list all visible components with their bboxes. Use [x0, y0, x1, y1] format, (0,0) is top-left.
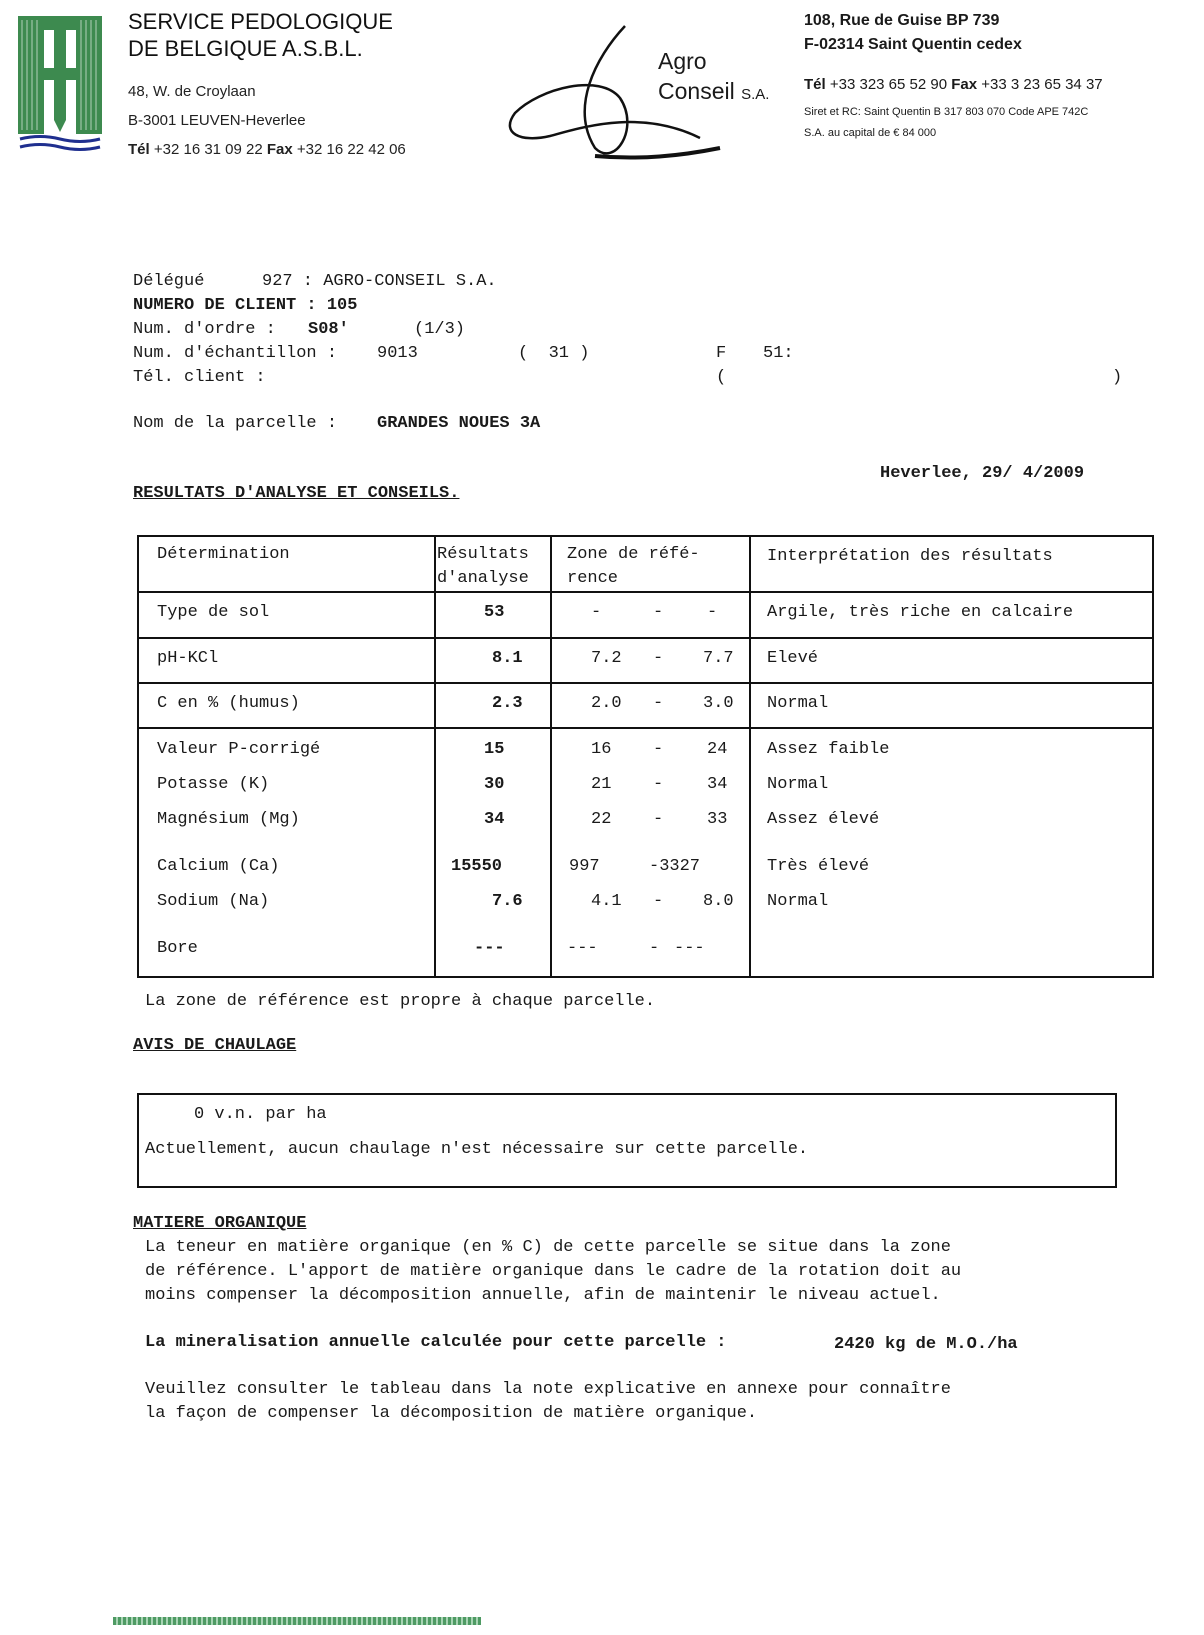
- report-date: Heverlee, 29/ 4/2009: [880, 464, 1085, 483]
- agro-address-1: 108, Rue de Guise BP 739: [804, 12, 1000, 29]
- row-carbon-res: 2.3: [492, 694, 523, 713]
- matiere-para2-line1: Veuillez consulter le tableau dans la note explicative en annexe pour connaître: [145, 1380, 951, 1399]
- row-phosphorus-zdash: -: [653, 740, 664, 759]
- row-type-sol-interp: Argile, très riche en calcaire: [767, 603, 1074, 622]
- echantillon-value: 9013: [377, 344, 418, 363]
- agro-logo-line1: Agro: [658, 48, 707, 74]
- parcelle-value: GRANDES NOUES 3A: [377, 414, 541, 433]
- agro-address-2: F-02314 Saint Quentin cedex: [804, 36, 1022, 53]
- row-bore-zdash: -: [649, 939, 660, 958]
- row-magnesium-det: Magnésium (Mg): [157, 810, 300, 829]
- row-potassium-interp: Normal: [767, 775, 829, 794]
- fax-value: +32 16 22 42 06: [296, 141, 406, 158]
- tel-value: +32 16 31 09 22: [153, 141, 263, 158]
- row-magnesium-interp: Assez élevé: [767, 810, 880, 829]
- matiere-para1-line3: moins compenser la décomposition annuelle, afin de maintenir le niveau actuel.: [145, 1286, 941, 1305]
- delegue-value: 927 : AGRO-CONSEIL S.A.: [262, 272, 497, 291]
- chaulage-box: [137, 1093, 1117, 1188]
- row-type-sol-zdash: -: [653, 603, 664, 622]
- row-calcium-res: 15550: [451, 857, 503, 876]
- row-potassium-zmax: 34: [707, 775, 728, 794]
- row-ph-interp: Elevé: [767, 649, 819, 668]
- row-ph-zmin: 7.2: [591, 649, 622, 668]
- chaulage-text: Actuellement, aucun chaulage n'est nécessaire sur cette parcelle.: [145, 1140, 809, 1159]
- row-potassium-res: 30: [484, 775, 505, 794]
- org-name-line2: DE BELGIQUE A.S.B.L.: [128, 36, 363, 61]
- row-magnesium-zmin: 22: [591, 810, 612, 829]
- agro-logo-conseil: Conseil: [658, 78, 735, 104]
- results-title: RESULTATS D'ANALYSE ET CONSEILS.: [133, 484, 460, 503]
- agro-fax-label: Fax: [951, 76, 978, 93]
- org-address-2: B-3001 LEUVEN-Heverlee: [128, 112, 306, 129]
- matiere-para1-line2: de référence. L'apport de matière organique dans le cadre de la rotation doit au: [145, 1262, 962, 1281]
- row-bore-zmax: ---: [674, 939, 705, 958]
- row-phosphorus-interp: Assez faible: [767, 740, 890, 759]
- th-resultats-1: Résultats: [437, 545, 529, 564]
- row-sodium-det: Sodium (Na): [157, 892, 270, 911]
- row-phosphorus-zmin: 16: [591, 740, 612, 759]
- row-carbon-zdash: -: [653, 694, 664, 713]
- row-sodium-zmin: 4.1: [591, 892, 622, 911]
- row-sodium-zmax: 8.0: [703, 892, 734, 911]
- row-bore-zmin: ---: [567, 939, 598, 958]
- sps-logo: [18, 16, 102, 156]
- footer-stripe: [113, 1617, 481, 1625]
- table-footnote: La zone de référence est propre à chaque parcelle.: [145, 992, 656, 1011]
- row-magnesium-zdash: -: [653, 810, 664, 829]
- row-phosphorus-res: 15: [484, 740, 505, 759]
- agro-phone-line: [804, 76, 1103, 93]
- mineralisation-value: 2420 kg de M.O./ha: [834, 1335, 1018, 1354]
- agro-tel-value: +33 323 65 52 90: [829, 76, 948, 93]
- row-potassium-det: Potasse (K): [157, 775, 270, 794]
- echantillon-paren: ( 31 ): [518, 344, 590, 363]
- tel-client-open: (: [716, 368, 727, 387]
- chaulage-title: AVIS DE CHAULAGE: [133, 1036, 297, 1055]
- chaulage-amount: 0 v.n. par ha: [194, 1105, 327, 1124]
- row-sodium-interp: Normal: [767, 892, 829, 911]
- tel-label: Tél: [128, 141, 150, 158]
- matiere-para1-line1: La teneur en matière organique (en % C) de cette parcelle se situe dans la zone: [145, 1238, 951, 1257]
- row-carbon-zmin: 2.0: [591, 694, 622, 713]
- row-calcium-det: Calcium (Ca): [157, 857, 280, 876]
- parcelle-label: Nom de la parcelle :: [133, 414, 338, 433]
- row-sodium-zdash: -: [653, 892, 664, 911]
- row-type-sol-zmax: -: [707, 603, 718, 622]
- row-bore-det: Bore: [157, 939, 198, 958]
- echantillon-label: Num. d'échantillon :: [133, 344, 338, 363]
- f-value: 51:: [763, 344, 794, 363]
- row-ph-res: 8.1: [492, 649, 523, 668]
- row-carbon-zmax: 3.0: [703, 694, 734, 713]
- row-phosphorus-det: Valeur P-corrigé: [157, 740, 321, 759]
- row-sodium-res: 7.6: [492, 892, 523, 911]
- row-phosphorus-zmax: 24: [707, 740, 728, 759]
- row-carbon-det: C en % (humus): [157, 694, 300, 713]
- row-ph-det: pH-KCl: [157, 649, 219, 668]
- th-interpretation: Interprétation des résultats: [767, 547, 1053, 566]
- matiere-para2-line2: la façon de compenser la décomposition de matière organique.: [145, 1404, 758, 1423]
- row-carbon-interp: Normal: [767, 694, 829, 713]
- row-ph-zmax: 7.7: [703, 649, 734, 668]
- row-bore-res: ---: [474, 939, 505, 958]
- agro-logo-suffix: S.A.: [741, 86, 770, 103]
- tel-client-close: ): [1112, 368, 1123, 387]
- fax-label: Fax: [266, 141, 293, 158]
- f-label: F: [716, 344, 727, 363]
- sps-logo-graphic: [18, 16, 102, 156]
- org-phone-line: [128, 141, 406, 158]
- agro-tel-label: Tél: [804, 76, 826, 93]
- th-resultats-2: d'analyse: [437, 569, 529, 588]
- row-magnesium-res: 34: [484, 810, 505, 829]
- org-name-line1: SERVICE PEDOLOGIQUE: [128, 9, 393, 34]
- agro-capital: S.A. au capital de € 84 000: [804, 127, 937, 139]
- row-type-sol-res: 53: [484, 603, 505, 622]
- row-calcium-zmax: -3327: [649, 857, 701, 876]
- ordre-page: (1/3): [414, 320, 466, 339]
- th-determination: Détermination: [157, 545, 290, 564]
- row-calcium-interp: Très élevé: [767, 857, 870, 876]
- row-magnesium-zmax: 33: [707, 810, 728, 829]
- org-address-1: 48, W. de Croylaan: [128, 83, 256, 100]
- results-table: [137, 535, 1154, 978]
- agro-logo-line2: [658, 78, 769, 105]
- row-calcium-zmin: 997: [569, 857, 600, 876]
- agro-siret: Siret et RC: Saint Quentin B 317 803 070 Code APE 742C: [804, 106, 1089, 118]
- agro-fax-value: +33 3 23 65 34 37: [981, 76, 1103, 93]
- mineralisation-label: La mineralisation annuelle calculée pour cette parcelle :: [145, 1333, 727, 1352]
- agro-conseil-logo: [500, 18, 790, 168]
- delegue-label: Délégué: [133, 272, 205, 291]
- row-potassium-zmin: 21: [591, 775, 612, 794]
- row-type-sol-zmin: -: [591, 603, 602, 622]
- ordre-label: Num. d'ordre :: [133, 320, 276, 339]
- th-zone-1: Zone de réfé-: [567, 545, 700, 564]
- numero-client: NUMERO DE CLIENT : 105: [133, 296, 358, 315]
- tel-client-label: Tél. client :: [133, 368, 266, 387]
- ordre-value: S08': [308, 320, 349, 339]
- matiere-title: MATIERE ORGANIQUE: [133, 1214, 307, 1233]
- th-zone-2: rence: [567, 569, 619, 588]
- row-potassium-zdash: -: [653, 775, 664, 794]
- row-ph-zdash: -: [653, 649, 664, 668]
- row-type-sol-det: Type de sol: [157, 603, 270, 622]
